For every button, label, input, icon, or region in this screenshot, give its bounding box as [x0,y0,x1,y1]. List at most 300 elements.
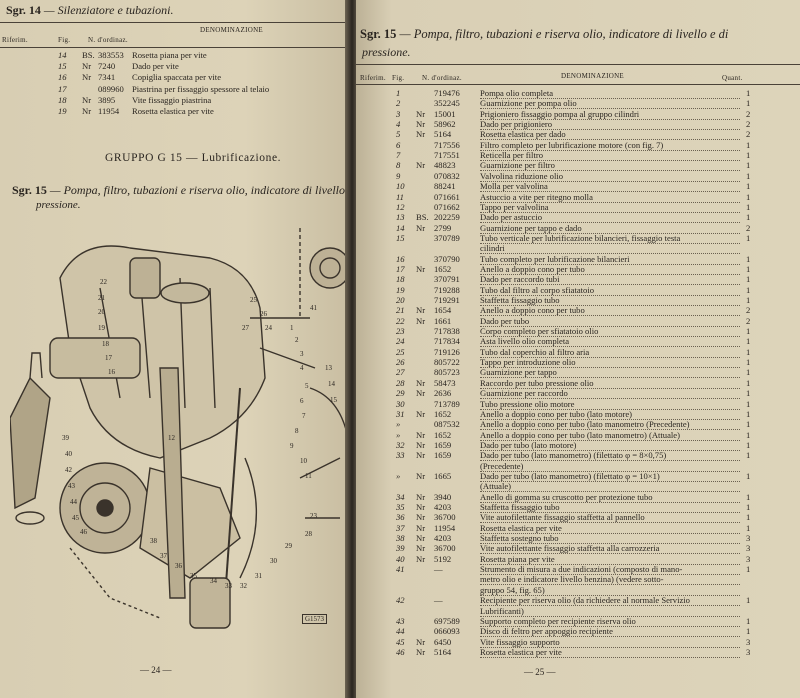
row-order-number: 58962 [434,119,456,130]
row-ref: 15 [396,232,405,243]
row-prefix: Nr [416,491,426,502]
left-page [0,0,350,698]
row-order-number: 1661 [434,315,452,326]
diagram-callout: 10 [300,457,307,465]
row-description: Lubrificanti) [480,606,740,617]
diagram-callout: 11 [305,472,312,480]
row-ref: 2 [396,98,401,109]
group-title: GRUPPO G 15 — Lubrificazione. [105,152,282,164]
row-quantity: 1 [746,522,751,533]
diagram-callout: 3 [300,350,304,358]
row-order-number: 3895 [98,94,116,105]
row-prefix: Nr [82,94,92,105]
row-description: Corpo completo per sfiatatoio olio [480,326,740,337]
row-quantity: 1 [746,439,751,450]
row-prefix: Nr [416,543,426,554]
right-section-title: Pompa, filtro, tubazioni e riserva olio, indicatore di livello e di [413,27,729,41]
diagram-callout: 5 [305,382,309,390]
row-ref: 45 [396,636,405,647]
row-ref: 9 [396,170,401,181]
row-order-number: 070832 [434,170,460,181]
row-description: Dado per raccordo tubi [480,274,740,285]
row-description: Filtro completo per lubrificazione motore (con fig. 7) [480,140,740,151]
row-order-number: 7341 [98,72,116,83]
row-quantity: 2 [746,119,751,130]
diagram-callout: 40 [65,450,72,458]
row-order-number: 719476 [434,88,460,98]
row-order-number: 071661 [434,191,460,202]
row-order-number: 4203 [434,533,452,544]
row-prefix: Nr [416,315,426,326]
row-prefix: Nr [416,553,426,564]
row-order-number: 88241 [434,181,456,192]
row-quantity: 1 [746,388,751,399]
row-order-number: — [434,564,443,575]
row-quantity: 1 [746,98,751,109]
row-description: Supporto completo per recipiente riserva olio [480,616,740,627]
diagram-callout: 18 [102,340,109,348]
row-description: cilindri [480,243,740,254]
row-ref: 14 [58,50,67,60]
row-description: Disco di feltro per appoggio recipiente [480,626,740,637]
row-quantity: 1 [746,326,751,337]
row-description: Raccordo per tubo pressione olio [480,378,740,389]
left-sub-title-cont: pressione. [36,199,81,211]
right-page-number: — 25 — [524,667,556,677]
row-prefix: Nr [82,106,92,116]
diagram-callout: 26 [260,310,267,318]
left-col-denom: DENOMINAZIONE [200,26,263,34]
row-quantity: 3 [746,636,751,647]
diagram-callout: 29 [285,542,292,550]
row-ref: 31 [396,408,405,419]
right-col-ordin: N. d'ordinaz. [422,74,462,82]
row-description: Staffetta fissaggio tubo [480,502,740,513]
diagram-callout: 2 [295,336,299,344]
diagram-callout: 34 [210,577,217,585]
row-order-number: 370789 [434,232,460,243]
row-quantity: 1 [746,377,751,388]
row-description: Dado per tubo (lato manometro) (filettato φ = 10×1) [480,471,740,482]
row-ref: 35 [396,502,405,512]
row-description: Tubo verticale per lubrificazione bilancieri, fissaggio testa [480,233,740,244]
row-quantity: 1 [746,450,751,461]
row-quantity: 1 [746,429,751,440]
row-ref: 42 [396,595,405,606]
row-description: Rosetta elastica per dado [480,129,740,140]
row-order-number: 58473 [434,377,456,388]
left-sub-header: Sgr. 15 — Pompa, filtro, tubazioni e riserva olio, indicatore di livello [12,183,345,197]
row-ref: » [396,419,401,430]
diagram-callout: 9 [290,442,294,450]
row-order-number: 5164 [434,129,452,140]
row-description: Tubo pressione olio motore [480,399,740,410]
right-col-denom: DENOMINAZIONE [561,72,624,80]
row-order-number: 7240 [98,61,116,72]
row-prefix: Nr [416,388,426,399]
diagram-callout: 31 [255,572,262,580]
row-quantity: 1 [746,336,751,347]
row-order-number: — [434,595,443,606]
row-order-number: 3940 [434,491,452,502]
row-ref: 29 [396,388,405,399]
row-description: Tubo completo per lubrificazione bilancieri [480,254,740,265]
diagram-callout: 8 [295,427,299,435]
row-description: Rosetta elastica per vite [480,647,740,658]
row-description: Prigioniero fissaggio pompa al gruppo cilindri [480,109,740,120]
row-description: Reticella per filtro [480,150,740,161]
row-order-number: 071662 [434,201,460,212]
row-order-number: 1652 [434,263,452,274]
diagram-callout: 19 [98,324,105,332]
row-order-number: 717551 [434,150,460,161]
row-order-number: 202259 [434,212,460,223]
diagram-callout: 30 [270,557,277,565]
right-top-rule [356,64,800,65]
row-ref: 46 [396,646,405,657]
diagram-callout: 4 [300,364,304,372]
row-quantity: 1 [746,491,751,502]
diagram-callout: 45 [72,514,79,522]
row-description: (Precedente) [480,461,740,472]
row-ref: 16 [396,253,405,264]
row-ref: 19 [396,284,405,295]
diagram-callout: 46 [80,528,87,536]
row-order-number: 089960 [98,83,124,94]
row-quantity: 1 [746,274,751,285]
row-order-number: 5164 [434,646,452,657]
row-ref: 14 [396,222,405,233]
row-quantity: 1 [746,295,751,305]
row-description: Rosetta piana per vite [132,50,207,60]
row-quantity: 1 [746,470,751,481]
row-ref: 36 [396,512,405,523]
row-ref: 3 [396,108,401,119]
row-description: Tubo dal filtro al corpo sfiatatoio [480,285,740,296]
row-quantity: 3 [746,543,751,554]
row-quantity: 1 [746,398,751,409]
row-quantity: 1 [746,346,751,357]
row-quantity: 1 [746,595,751,606]
left-col-fig: Fig. [58,36,71,44]
row-prefix: Nr [416,160,426,171]
diagram-callout: 17 [105,354,112,362]
row-order-number: 805722 [434,357,460,368]
row-description: Dado per vite [132,61,179,72]
left-page-number: — 24 — [140,665,172,675]
diagram-callout: 23 [310,512,317,520]
row-order-number: 697589 [434,615,460,626]
row-ref: 18 [396,274,405,285]
row-quantity: 2 [746,222,751,233]
row-quantity: 3 [746,646,751,657]
row-ref: 24 [396,336,405,347]
row-description: gruppo 54, fig. 65) [480,585,740,596]
left-sgr-label: Sgr. 14 [6,3,41,17]
row-ref: 8 [396,160,401,171]
row-quantity: 1 [746,253,751,264]
row-quantity: 1 [746,408,751,419]
right-sgr-label: Sgr. 15 [360,27,397,41]
row-prefix: Nr [416,429,426,440]
row-ref: 38 [396,533,405,544]
row-prefix: Nr [416,408,426,419]
row-order-number: 4203 [434,502,452,512]
diagram-callout: 6 [300,397,304,405]
row-order-number: 717834 [434,336,460,347]
row-description: Tappo per introduzione olio [480,357,740,368]
row-ref: » [396,470,401,481]
diagram-callout: 42 [65,466,72,474]
row-quantity: 2 [746,305,751,316]
row-ref: 32 [396,439,405,450]
diagram-callout: 7 [302,412,306,420]
left-sub-title: Pompa, filtro, tubazioni e riserva olio, indicatore di livello [63,183,345,197]
row-description: Copiglia spaccata per vite [132,72,222,83]
row-prefix: Nr [416,305,426,316]
row-quantity: 1 [746,212,751,223]
row-prefix: Nr [416,439,426,450]
row-ref: 41 [396,564,405,575]
row-quantity: 1 [746,284,751,295]
row-ref: 10 [396,181,405,192]
row-order-number: 719126 [434,346,460,357]
row-ref: 28 [396,377,405,388]
row-ref: 17 [58,83,67,94]
row-ref: 34 [396,491,405,502]
diagram-callout: 13 [325,364,332,372]
row-description: Asta livello olio completa [480,336,740,347]
row-prefix: Nr [416,377,426,388]
row-quantity: 1 [746,232,751,243]
row-order-number: 717556 [434,139,460,150]
left-sub-sgr-label: Sgr. 15 [12,183,47,197]
row-order-number: 719291 [434,295,460,305]
right-section-header: Sgr. 15 — Pompa, filtro, tubazioni e riserva olio, indicatore di livello e di [360,27,729,41]
row-ref: 30 [396,398,405,409]
row-description: Anello a doppio cono per tubo [480,264,740,275]
diagram-callout: 39 [62,434,69,442]
diagram-callout: 21 [98,294,105,302]
right-col-fig: Fig. [392,74,405,82]
row-ref: 21 [396,305,405,316]
row-ref: 20 [396,295,405,305]
figure-label: G1573 [302,614,327,624]
row-ref: 23 [396,326,405,337]
row-ref: 27 [396,367,405,378]
row-quantity: 1 [746,201,751,212]
row-quantity: 1 [746,615,751,626]
row-order-number: 383553 [98,50,124,60]
diagram-callout: 24 [265,324,272,332]
diagram-callout: 43 [68,482,75,490]
row-description: Rosetta elastica per vite [480,523,740,534]
row-description: Dado per tubo (lato motore) [480,440,740,451]
row-quantity: 1 [746,181,751,192]
diagram-callout: 16 [108,368,115,376]
row-prefix: Nr [416,470,426,481]
row-order-number: 36700 [434,512,456,523]
row-description: Tappo per valvolina [480,202,740,213]
row-description: Anello a doppio cono per tubo (lato manometro (Precedente) [480,419,740,430]
row-prefix: Nr [416,646,426,657]
left-section-header: Sgr. 14 — Silenziatore e tubazioni. [6,3,174,17]
diagram-callout: 32 [240,582,247,590]
row-quantity: 1 [746,150,751,161]
diagram-callout: 22 [100,278,107,286]
row-quantity: 1 [746,139,751,150]
row-description: Guarnizione per tappo e dado [480,223,740,234]
row-description: Dado per astuccio [480,212,740,223]
row-description: Vite fissaggio supporto [480,637,740,648]
row-ref: 16 [58,72,67,83]
right-col-qty: Quant. [722,74,743,82]
row-description: Dado per prigioniero [480,119,740,130]
row-description: Staffetta fissaggio tubo [480,295,740,306]
row-ref: 11 [396,191,404,202]
row-description: Rosetta piana per vite [480,554,740,565]
row-description: Guarnizione per raccordo [480,388,740,399]
row-description: Rosetta elastica per vite [132,106,214,116]
row-quantity: 1 [746,160,751,171]
row-description: Astuccio a vite per ritegno molla [480,192,740,203]
row-order-number: 1665 [434,470,452,481]
row-ref: 12 [396,201,405,212]
row-quantity: 1 [746,357,751,368]
row-prefix: Nr [416,502,426,512]
row-prefix: Nr [416,533,426,544]
row-order-number: 1659 [434,439,452,450]
row-order-number: 066093 [434,626,460,637]
diagram-callout: 41 [310,304,317,312]
row-ref: 7 [396,150,401,161]
row-description: (Attuale) [480,481,740,492]
right-section-title-cont: pressione. [362,45,411,59]
left-section-title: Silenziatore e tubazioni. [57,3,174,17]
row-quantity: 2 [746,315,751,326]
row-quantity: 1 [746,191,751,202]
row-quantity: 1 [746,512,751,523]
row-order-number: 5192 [434,553,452,564]
row-order-number: 713789 [434,398,460,409]
row-description: Guarnizione per filtro [480,160,740,171]
row-prefix: Nr [416,636,426,647]
row-order-number: 370791 [434,274,460,285]
row-quantity: 3 [746,553,751,564]
row-order-number: 11954 [434,522,456,533]
row-prefix: Nr [416,512,426,523]
row-ref: 13 [396,212,405,223]
row-ref: 22 [396,315,405,326]
diagram-callout: 28 [305,530,312,538]
row-order-number: 2636 [434,388,452,399]
diagram-callout: 44 [70,498,77,506]
left-col-rif: Riferim. [2,36,28,44]
row-ref: 5 [396,129,401,140]
row-order-number: 36700 [434,543,456,554]
right-page [356,0,800,698]
row-order-number: 352245 [434,98,460,109]
row-description: Vite autofilettante fissaggio staffetta alla carrozzeria [480,543,740,554]
row-order-number: 370790 [434,253,460,264]
row-description: Valvolina riduzione olio [480,171,740,182]
row-order-number: 6450 [434,636,452,647]
row-description: Vite fissaggio piastrina [132,94,212,105]
row-order-number: 1654 [434,305,452,316]
row-prefix: BS. [82,50,95,60]
left-col-ordin: N. d'ordinaz. [88,36,128,44]
row-quantity: 2 [746,129,751,140]
row-quantity: 3 [746,533,751,544]
row-order-number: 1652 [434,408,452,419]
row-order-number: 2799 [434,222,452,233]
row-ref: 26 [396,357,405,368]
row-description: Anello a doppio cono per tubo (lato manometro) (Attuale) [480,430,740,441]
row-ref: 40 [396,553,405,564]
row-order-number: 15001 [434,108,456,119]
diagram-callout: 36 [175,562,182,570]
row-description: Guarnizione per pompa olio [480,98,740,109]
diagram-callout: 14 [328,380,335,388]
row-quantity: 1 [746,626,751,637]
row-description: Strumento di misura a due indicazioni (composto di mano- [480,564,740,575]
lubrication-exploded-diagram [10,218,348,658]
row-order-number: 717838 [434,326,460,337]
diagram-callout: 33 [225,582,232,590]
diagram-callout: 25 [250,296,257,304]
row-order-number: 719288 [434,284,460,295]
row-prefix: BS. [416,212,429,223]
row-prefix: Nr [82,61,92,72]
row-description: Dado per tubo [480,316,740,327]
row-quantity: 2 [746,108,751,119]
row-description: Molla per valvolina [480,181,740,192]
row-ref: 6 [396,139,401,150]
row-quantity: 1 [746,88,751,98]
row-prefix: Nr [416,119,426,130]
row-ref: » [396,429,401,440]
row-description: Recipiente per riserva olio (da richiedere al normale Servizio [480,595,740,606]
row-quantity: 1 [746,564,751,575]
row-ref: 33 [396,450,405,461]
row-ref: 18 [58,94,67,105]
row-ref: 15 [58,61,67,72]
row-ref: 17 [396,263,405,274]
diagram-callout: 27 [242,324,249,332]
row-quantity: 1 [746,170,751,181]
row-ref: 44 [396,626,405,637]
row-ref: 4 [396,119,401,130]
left-top-rule [0,22,345,23]
row-order-number: 11954 [98,106,120,116]
row-order-number: 087532 [434,419,460,430]
row-quantity: 1 [746,367,751,378]
row-description: Vite autofilettante fissaggio staffetta al pannello [480,512,740,523]
diagram-callout: 20 [98,308,105,316]
row-description: Piastrina per fissaggio spessore al telaio [132,83,270,94]
row-description: Pompa olio completa [480,88,740,99]
row-order-number: 805723 [434,367,460,378]
diagram-callout: 1 [290,324,294,332]
row-ref: 25 [396,346,405,357]
row-quantity: 1 [746,263,751,274]
row-order-number: 48823 [434,160,456,171]
row-ref: 43 [396,615,405,626]
row-quantity: 1 [746,502,751,512]
row-prefix: Nr [416,222,426,233]
row-order-number: 1659 [434,450,452,461]
right-col-rif: Riferim. [360,74,386,82]
